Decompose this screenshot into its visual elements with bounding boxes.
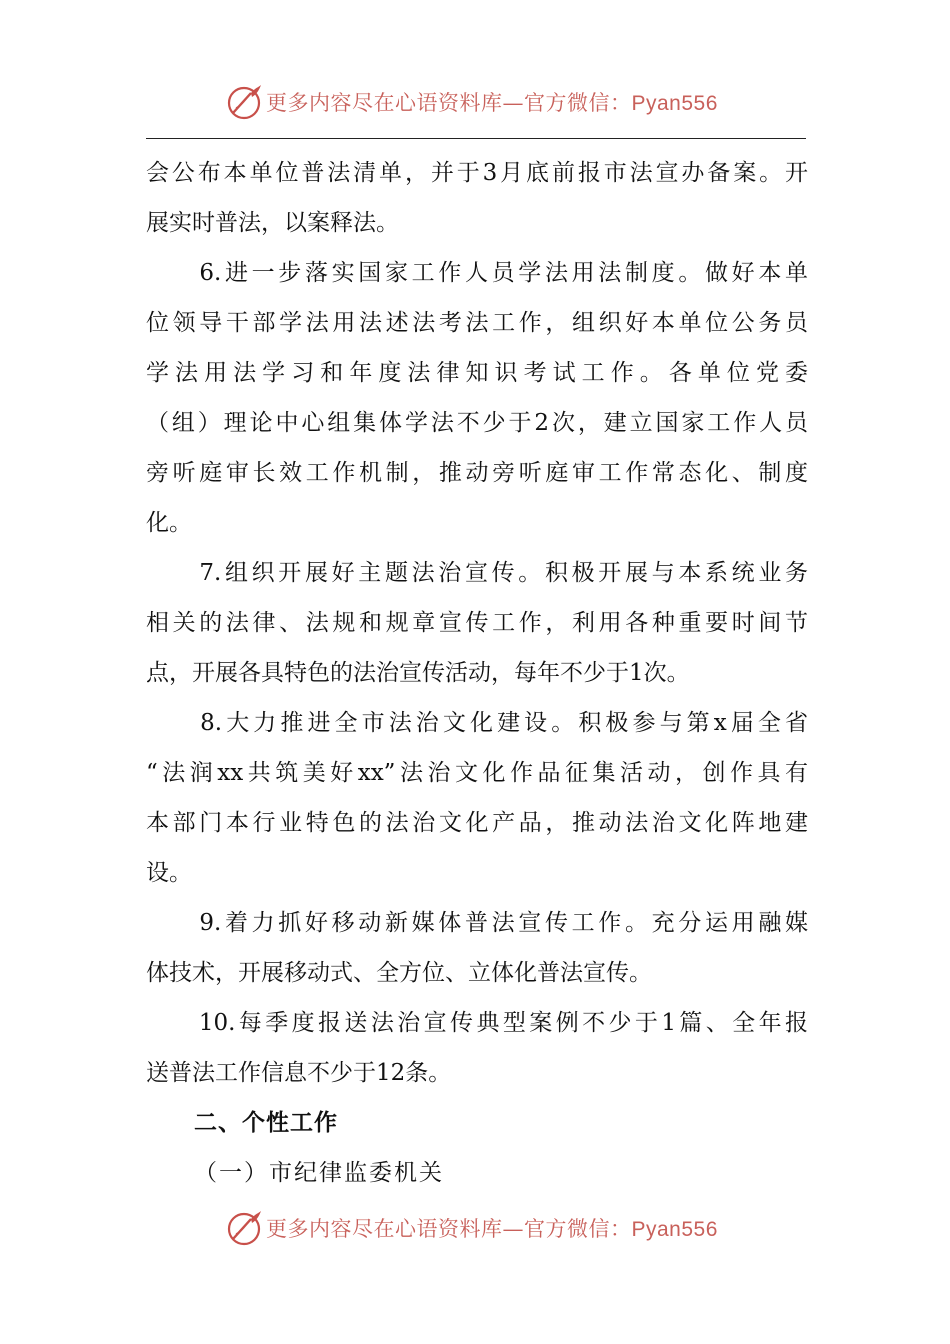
- body-line: 7.组织开展好主题法治宣传。积极开展与本系统业务: [146, 560, 808, 586]
- banner-separator: —: [502, 1217, 524, 1241]
- banner-main-text: 更多内容尽在心语资料库: [266, 91, 503, 115]
- section-heading: 二、个性工作: [194, 1110, 338, 1136]
- body-line: 设。: [146, 860, 192, 886]
- body-line: 旁听庭审长效工作机制，推动旁听庭审工作常态化、制度: [146, 460, 808, 486]
- body-line: （组）理论中心组集体学法不少于2次，建立国家工作人员: [146, 410, 808, 436]
- body-line: 学法用法学习和年度法律知识考试工作。各单位党委: [146, 360, 808, 386]
- body-line: 送普法工作信息不少于12条。: [146, 1060, 452, 1086]
- banner-separator: —: [502, 91, 524, 115]
- body-line: 8.大力推进全市法治文化建设。积极参与第x届全省: [146, 710, 808, 736]
- body-line: 化。: [146, 510, 192, 536]
- quill-pen-logo: [224, 82, 264, 122]
- banner-main-text: 更多内容尽在心语资料库: [266, 1217, 503, 1241]
- banner-text: [266, 87, 718, 117]
- quill-pen-logo: [224, 1208, 264, 1248]
- banner-wechat-id: Pyan556: [631, 92, 718, 115]
- footer-banner: [224, 1208, 718, 1248]
- body-line: “法润xx共筑美好xx”法治文化作品征集活动，创作具有: [146, 760, 808, 786]
- banner-wechat-label: 官方微信：: [524, 91, 632, 115]
- body-line: 6.进一步落实国家工作人员学法用法制度。做好本单: [146, 260, 808, 286]
- body-line: 点，开展各具特色的法治宣传活动，每年不少于1次。: [146, 660, 690, 686]
- body-line: 位领导干部学法用法述法考法工作，组织好本单位公务员: [146, 310, 808, 336]
- body-line: 体技术，开展移动式、全方位、立体化普法宣传。: [146, 960, 652, 986]
- header-rule: [146, 138, 806, 139]
- subsection-heading: （一）市纪律监委机关: [194, 1160, 444, 1186]
- body-line: 展实时普法，以案释法。: [146, 210, 399, 236]
- body-line: 10.每季度报送法治宣传典型案例不少于1篇、全年报: [146, 1010, 808, 1036]
- body-line: 本部门本行业特色的法治文化产品，推动法治文化阵地建: [146, 810, 808, 836]
- header-banner: [224, 82, 718, 122]
- body-line: 相关的法律、法规和规章宣传工作，利用各种重要时间节: [146, 610, 808, 636]
- document-body: [146, 148, 808, 1198]
- banner-text: [266, 1213, 718, 1243]
- banner-wechat-id: Pyan556: [631, 1218, 718, 1241]
- body-line: 9.着力抓好移动新媒体普法宣传工作。充分运用融媒: [146, 910, 808, 936]
- body-line: 会公布本单位普法清单，并于3月底前报市法宣办备案。开: [146, 160, 808, 186]
- banner-wechat-label: 官方微信：: [524, 1217, 632, 1241]
